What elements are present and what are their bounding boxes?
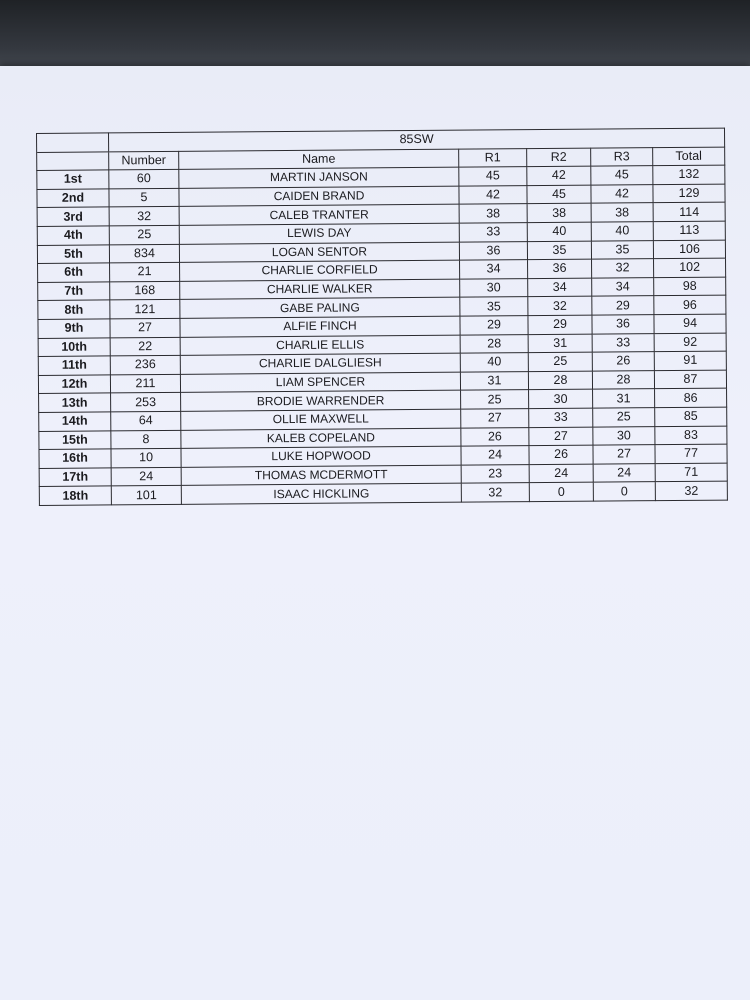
r3-cell: 26 — [592, 352, 654, 371]
r1-cell: 40 — [460, 353, 528, 372]
total-cell: 113 — [653, 221, 725, 240]
r3-cell: 25 — [593, 408, 655, 427]
r2-cell: 42 — [527, 166, 591, 185]
name-cell: LUKE HOPWOOD — [181, 446, 461, 467]
total-cell: 86 — [655, 388, 727, 407]
r2-header: R2 — [527, 148, 591, 167]
r1-cell: 30 — [460, 278, 528, 297]
position-cell: 3rd — [37, 207, 109, 226]
results-table — [36, 128, 728, 506]
r1-cell: 23 — [461, 464, 529, 483]
r2-cell: 38 — [527, 204, 591, 223]
name-cell: LEWIS DAY — [179, 223, 459, 244]
r2-cell: 35 — [527, 241, 591, 260]
name-cell: GABE PALING — [180, 298, 460, 319]
name-cell: CAIDEN BRAND — [179, 186, 459, 207]
r1-cell: 25 — [461, 390, 529, 409]
total-cell: 71 — [655, 463, 727, 482]
r3-cell: 38 — [591, 203, 653, 222]
r1-cell: 24 — [461, 446, 529, 465]
r1-cell: 36 — [459, 241, 527, 260]
number-cell: 24 — [111, 467, 181, 486]
name-cell: CHARLIE DALGLIESH — [180, 353, 460, 374]
total-cell: 114 — [653, 202, 725, 221]
total-header: Total — [653, 147, 725, 166]
r2-cell: 36 — [528, 259, 592, 278]
r3-header: R3 — [591, 147, 653, 166]
name-cell: CHARLIE WALKER — [180, 279, 460, 300]
r2-cell: 25 — [528, 352, 592, 371]
number-cell: 211 — [110, 374, 180, 393]
r1-cell: 35 — [460, 297, 528, 316]
position-cell: 9th — [38, 319, 110, 338]
number-cell: 60 — [109, 170, 179, 189]
position-cell: 1st — [37, 170, 109, 189]
name-header: Name — [179, 149, 459, 170]
r2-cell: 0 — [529, 482, 593, 501]
name-cell: LIAM SPENCER — [180, 372, 460, 393]
r3-cell: 33 — [592, 333, 654, 352]
number-cell: 22 — [110, 337, 180, 356]
number-cell: 27 — [110, 318, 180, 337]
r2-cell: 31 — [528, 334, 592, 353]
number-cell: 101 — [111, 486, 181, 505]
number-cell: 834 — [109, 244, 179, 263]
r1-cell: 42 — [459, 185, 527, 204]
total-cell: 106 — [653, 240, 725, 259]
name-cell: ISAAC HICKLING — [181, 483, 461, 504]
r1-header: R1 — [459, 148, 527, 167]
total-cell: 92 — [654, 333, 726, 352]
number-cell: 236 — [110, 355, 180, 374]
r1-cell: 38 — [459, 204, 527, 223]
number-cell: 5 — [109, 188, 179, 207]
total-cell: 102 — [654, 258, 726, 277]
position-cell: 5th — [37, 244, 109, 263]
position-cell: 4th — [37, 226, 109, 245]
position-cell: 17th — [39, 468, 111, 487]
r2-cell: 26 — [529, 445, 593, 464]
position-header-blank — [37, 152, 109, 171]
r2-cell: 24 — [529, 464, 593, 483]
position-cell: 12th — [38, 375, 110, 394]
name-cell: MARTIN JANSON — [179, 167, 459, 188]
name-cell: ALFIE FINCH — [180, 316, 460, 337]
r3-cell: 35 — [591, 240, 653, 259]
name-cell: OLLIE MAXWELL — [181, 409, 461, 430]
r3-cell: 27 — [593, 445, 655, 464]
r3-cell: 36 — [592, 315, 654, 334]
corner-cell — [37, 133, 109, 152]
r1-cell: 27 — [461, 409, 529, 428]
number-cell: 253 — [111, 393, 181, 412]
r2-cell: 33 — [529, 408, 593, 427]
r1-cell: 34 — [460, 260, 528, 279]
r3-cell: 0 — [593, 482, 655, 501]
table-title: 85SW — [109, 128, 725, 151]
name-cell: BRODIE WARRENDER — [181, 390, 461, 411]
number-cell: 21 — [110, 263, 180, 282]
total-cell: 87 — [654, 370, 726, 389]
r2-cell: 40 — [527, 222, 591, 241]
total-cell: 98 — [654, 277, 726, 296]
total-cell: 32 — [655, 481, 727, 500]
position-cell: 15th — [39, 430, 111, 449]
number-cell: 10 — [111, 448, 181, 467]
position-cell: 13th — [39, 393, 111, 412]
r2-cell: 32 — [528, 296, 592, 315]
total-cell: 129 — [653, 184, 725, 203]
number-cell: 64 — [111, 411, 181, 430]
position-cell: 2nd — [37, 189, 109, 208]
number-cell: 8 — [111, 430, 181, 449]
position-cell: 10th — [38, 337, 110, 356]
r2-cell: 34 — [528, 278, 592, 297]
r3-cell: 32 — [592, 259, 654, 278]
r2-cell: 30 — [529, 389, 593, 408]
r3-cell: 28 — [592, 370, 654, 389]
name-cell: CHARLIE CORFIELD — [180, 260, 460, 281]
r1-cell: 32 — [461, 483, 529, 502]
r2-cell: 27 — [529, 427, 593, 446]
r1-cell: 33 — [459, 223, 527, 242]
total-cell: 96 — [654, 295, 726, 314]
number-cell: 25 — [109, 225, 179, 244]
position-cell: 8th — [38, 300, 110, 319]
name-cell: LOGAN SENTOR — [179, 242, 459, 263]
name-cell: CALEB TRANTER — [179, 205, 459, 226]
r3-cell: 24 — [593, 463, 655, 482]
total-cell: 94 — [654, 314, 726, 333]
position-cell: 7th — [38, 282, 110, 301]
name-cell: CHARLIE ELLIS — [180, 335, 460, 356]
position-cell: 16th — [39, 449, 111, 468]
r3-cell: 42 — [591, 184, 653, 203]
r3-cell: 34 — [592, 277, 654, 296]
position-cell: 6th — [38, 263, 110, 282]
r1-cell: 28 — [460, 334, 528, 353]
number-cell: 32 — [109, 207, 179, 226]
number-cell: 168 — [110, 281, 180, 300]
position-cell: 14th — [39, 412, 111, 431]
number-cell: 121 — [110, 300, 180, 319]
r3-cell: 40 — [591, 222, 653, 241]
total-cell: 77 — [655, 444, 727, 463]
name-cell: THOMAS MCDERMOTT — [181, 465, 461, 486]
total-cell: 85 — [655, 407, 727, 426]
r1-cell: 31 — [460, 371, 528, 390]
position-cell: 18th — [39, 486, 111, 505]
number-header: Number — [109, 151, 179, 170]
r1-cell: 29 — [460, 316, 528, 335]
results-sheet — [36, 128, 727, 506]
total-cell: 91 — [654, 351, 726, 370]
r3-cell: 45 — [591, 166, 653, 185]
r3-cell: 29 — [592, 296, 654, 315]
r2-cell: 29 — [528, 315, 592, 334]
r1-cell: 26 — [461, 427, 529, 446]
position-cell: 11th — [38, 356, 110, 375]
r2-cell: 45 — [527, 185, 591, 204]
r1-cell: 45 — [459, 167, 527, 186]
r3-cell: 30 — [593, 426, 655, 445]
name-cell: KALEB COPELAND — [181, 428, 461, 449]
total-cell: 132 — [653, 165, 725, 184]
r3-cell: 31 — [593, 389, 655, 408]
total-cell: 83 — [655, 426, 727, 445]
r2-cell: 28 — [528, 371, 592, 390]
